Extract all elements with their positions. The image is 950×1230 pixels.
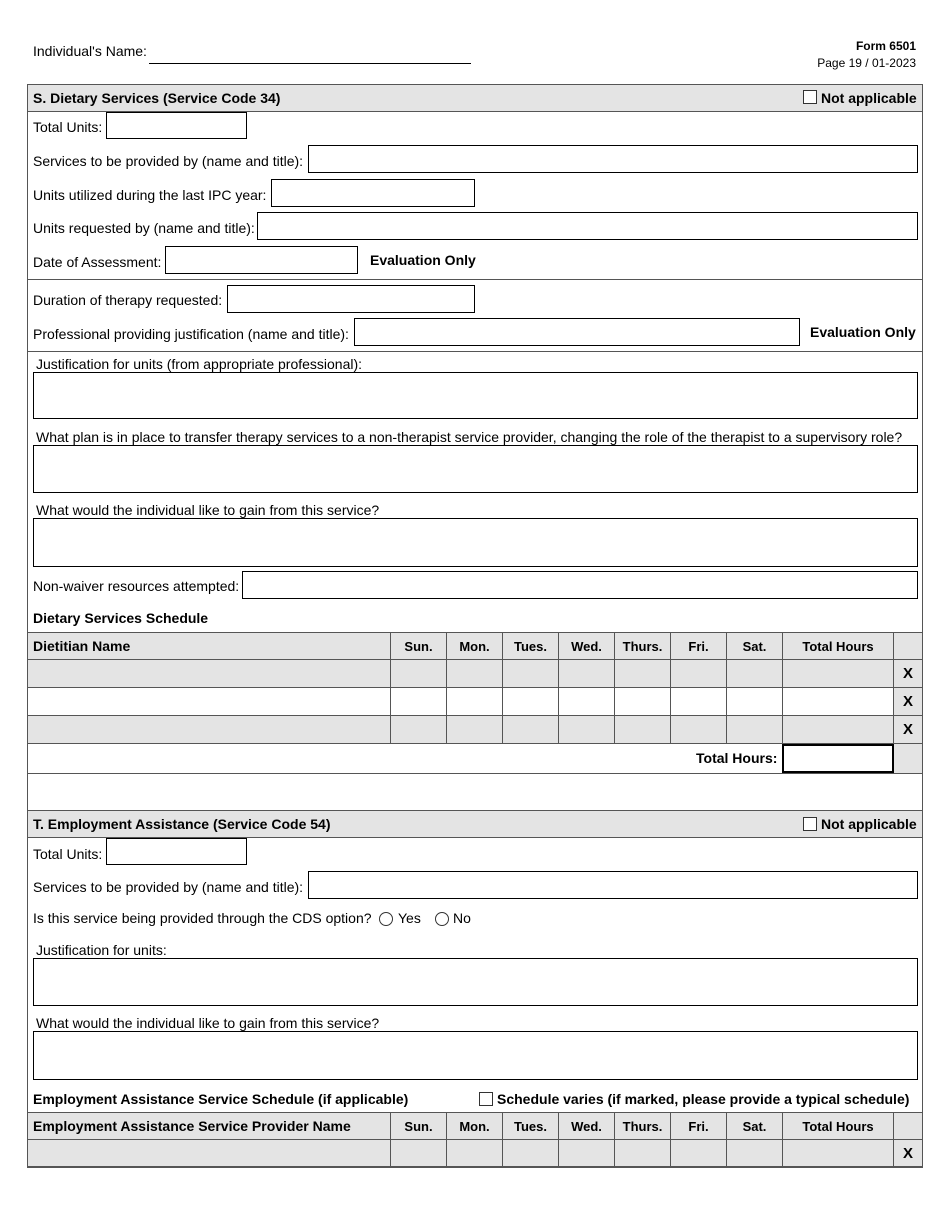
col-sat: Sat.	[727, 1113, 783, 1140]
table-row-wed-cell[interactable]	[559, 716, 615, 744]
section-s-not-applicable-checkbox[interactable]	[803, 90, 817, 104]
col-sat: Sat.	[727, 633, 783, 660]
evaluation-only-note-2: Evaluation Only	[810, 324, 916, 340]
non-waiver-label: Non-waiver resources attempted:	[33, 578, 240, 594]
col-fri: Fri.	[671, 1113, 727, 1140]
cds-yes-radio[interactable]	[379, 912, 393, 926]
table-row-mon-cell[interactable]	[447, 660, 503, 688]
table-row-name-cell[interactable]	[28, 1140, 391, 1167]
table-row-total-cell[interactable]	[783, 660, 894, 688]
t-gain-label: What would the individual like to gain from this service?	[36, 1015, 380, 1031]
delete-row-button[interactable]: X	[894, 688, 922, 716]
justification-input[interactable]	[33, 372, 918, 419]
provided-by-label: Services to be provided by (name and title):	[33, 153, 304, 169]
duration-label: Duration of therapy requested:	[33, 292, 223, 308]
table-row-sat-cell[interactable]	[727, 688, 783, 716]
spacer-row	[27, 773, 923, 811]
table-row-tues-cell[interactable]	[503, 660, 559, 688]
table-row-sun-cell[interactable]	[391, 688, 447, 716]
table-row-tues-cell[interactable]	[503, 1140, 559, 1167]
table-row-name-cell[interactable]	[28, 688, 391, 716]
table-row-fri-cell[interactable]	[671, 660, 727, 688]
individual-name-label: Individual's Name:	[33, 43, 147, 59]
table-row-name-cell[interactable]	[28, 660, 391, 688]
table-row-mon-cell[interactable]	[447, 1140, 503, 1167]
units-utilized-input[interactable]	[271, 179, 475, 207]
table-row-mon-cell[interactable]	[447, 716, 503, 744]
table-row-sat-cell[interactable]	[727, 1140, 783, 1167]
table-row-fri-cell[interactable]	[671, 1140, 727, 1167]
table-row-sun-cell[interactable]	[391, 660, 447, 688]
section-t-title: T. Employment Assistance (Service Code 54)	[33, 816, 331, 832]
t-justification-label: Justification for units:	[36, 942, 167, 958]
col-tues: Tues.	[503, 1113, 559, 1140]
table-row-tues-cell[interactable]	[503, 688, 559, 716]
col-total-hours: Total Hours	[783, 1113, 894, 1140]
col-wed: Wed.	[559, 633, 615, 660]
table-row-name-cell[interactable]	[28, 716, 391, 744]
form-number: Form 6501	[855, 39, 916, 53]
section-t-not-applicable-label: Not applicable	[821, 816, 917, 832]
table-row-fri-cell[interactable]	[671, 716, 727, 744]
units-requested-input[interactable]	[257, 212, 918, 240]
dietary-schedule-title: Dietary Services Schedule	[33, 610, 209, 626]
col-thurs: Thurs.	[615, 1113, 671, 1140]
t-gain-input[interactable]	[33, 1031, 918, 1080]
professional-input[interactable]	[354, 318, 800, 346]
col-dietitian-name: Dietitian Name	[33, 638, 131, 654]
table-row-sun-cell[interactable]	[391, 716, 447, 744]
table-row-sat-cell[interactable]	[727, 660, 783, 688]
table-row-fri-cell[interactable]	[671, 688, 727, 716]
total-hours-input[interactable]	[782, 744, 894, 773]
provided-by-input[interactable]	[308, 145, 918, 173]
date-assessment-label: Date of Assessment:	[33, 254, 162, 270]
col-sun: Sun.	[391, 633, 447, 660]
cds-no-radio[interactable]	[435, 912, 449, 926]
table-row-thurs-cell[interactable]	[615, 716, 671, 744]
table-row-sun-cell[interactable]	[391, 1140, 447, 1167]
col-total-hours: Total Hours	[783, 633, 894, 660]
divider	[28, 351, 922, 352]
col-thurs: Thurs.	[615, 633, 671, 660]
table-row-wed-cell[interactable]	[559, 1140, 615, 1167]
evaluation-only-note: Evaluation Only	[370, 252, 476, 268]
cds-question-label: Is this service being provided through the CDS option?	[33, 910, 372, 926]
table-row-thurs-cell[interactable]	[615, 688, 671, 716]
table-row-wed-cell[interactable]	[559, 660, 615, 688]
total-units-input[interactable]	[106, 112, 247, 139]
table-row-total-cell[interactable]	[783, 1140, 894, 1167]
table-row-total-cell[interactable]	[783, 716, 894, 744]
col-wed: Wed.	[559, 1113, 615, 1140]
table-row-sat-cell[interactable]	[727, 716, 783, 744]
cds-no-label: No	[453, 910, 471, 926]
t-total-units-input[interactable]	[106, 838, 247, 865]
gain-input[interactable]	[33, 518, 918, 567]
section-s-not-applicable-label: Not applicable	[821, 90, 917, 106]
non-waiver-input[interactable]	[242, 571, 918, 599]
individual-name-input[interactable]	[149, 63, 471, 64]
col-mon: Mon.	[447, 1113, 503, 1140]
units-requested-label: Units requested by (name and title):	[33, 220, 255, 236]
section-t-not-applicable-checkbox[interactable]	[803, 817, 817, 831]
professional-label: Professional providing justification (name and title):	[33, 326, 349, 342]
cds-yes-label: Yes	[398, 910, 421, 926]
page-info: Page 19 / 01-2023	[817, 56, 916, 70]
table-row-wed-cell[interactable]	[559, 688, 615, 716]
transfer-plan-label: What plan is in place to transfer therapy services to a non-therapist service provider, changing the role of the therapist to a supervisory role?	[36, 429, 903, 445]
units-utilized-label: Units utilized during the last IPC year:	[33, 187, 267, 203]
table-row-thurs-cell[interactable]	[615, 660, 671, 688]
t-provided-by-label: Services to be provided by (name and title):	[33, 879, 304, 895]
schedule-varies-checkbox[interactable]	[479, 1092, 493, 1106]
delete-row-button[interactable]: X	[894, 660, 922, 688]
transfer-plan-input[interactable]	[33, 445, 918, 493]
duration-input[interactable]	[227, 285, 475, 313]
section-s-title: S. Dietary Services (Service Code 34)	[33, 90, 281, 106]
delete-row-button[interactable]: X	[894, 716, 922, 744]
table-row-total-cell[interactable]	[783, 688, 894, 716]
gain-label: What would the individual like to gain from this service?	[36, 502, 380, 518]
t-total-units-label: Total Units:	[33, 846, 103, 862]
t-justification-input[interactable]	[33, 958, 918, 1006]
col-tues: Tues.	[503, 633, 559, 660]
col-mon: Mon.	[447, 633, 503, 660]
schedule-varies-label: Schedule varies (if marked, please provide a typical schedule)	[497, 1091, 910, 1107]
t-provided-by-input[interactable]	[308, 871, 918, 899]
table-row-mon-cell[interactable]	[447, 688, 503, 716]
delete-row-button[interactable]: X	[894, 1140, 922, 1167]
employment-schedule-title: Employment Assistance Service Schedule (if applicable)	[33, 1091, 409, 1107]
date-assessment-input[interactable]	[165, 246, 358, 274]
justification-label: Justification for units (from appropriate professional):	[36, 356, 363, 372]
col-sun: Sun.	[391, 1113, 447, 1140]
total-hours-label: Total Hours:	[696, 750, 778, 766]
table-row-thurs-cell[interactable]	[615, 1140, 671, 1167]
col-provider-name: Employment Assistance Service Provider Name	[33, 1118, 351, 1134]
total-units-label: Total Units:	[33, 119, 103, 135]
divider	[28, 279, 922, 280]
col-fri: Fri.	[671, 633, 727, 660]
table-row-tues-cell[interactable]	[503, 716, 559, 744]
